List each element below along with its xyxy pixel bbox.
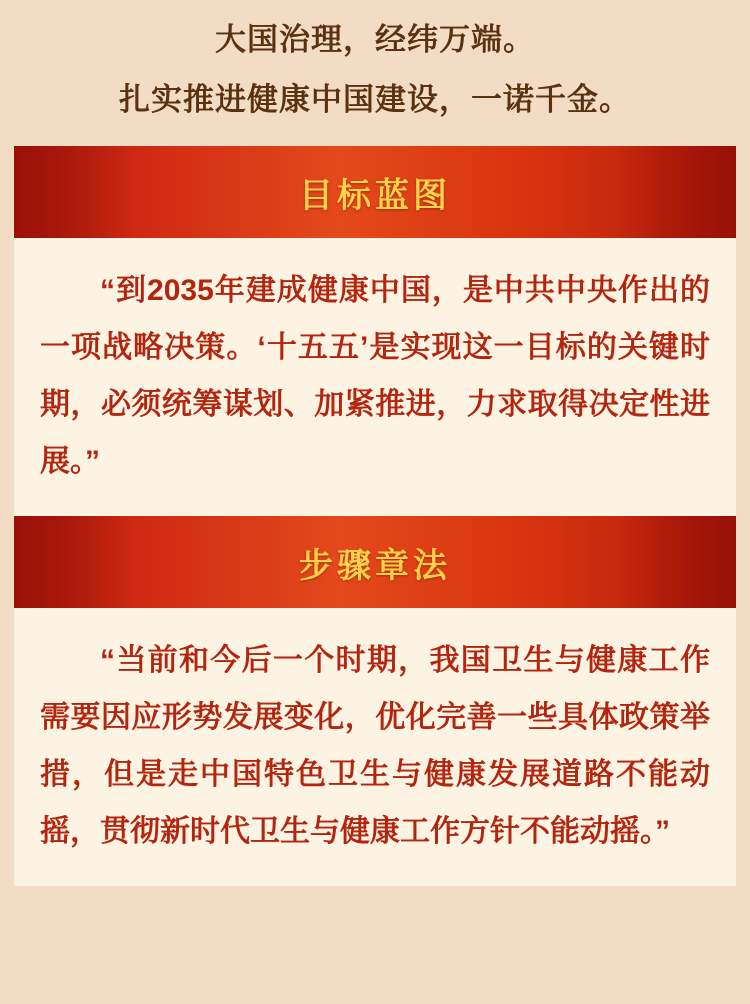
bottom-strip	[0, 982, 750, 1004]
section-header-band-2	[14, 516, 736, 608]
section-body-text-2: “当前和今后一个时期，我国卫生与健康工作需要因应形势发展变化，优化完善一些具体政策举措，但是走中国特色卫生与健康发展道路不能动摇，贯彻新时代卫生与健康工作方针不能动摇。”	[40, 644, 710, 848]
section-header-band-1	[14, 146, 736, 238]
intro-line-2: 扎实推进健康中国建设，一诺千金。	[119, 82, 631, 117]
section-title-2: 步骤章法	[299, 546, 451, 585]
section-body-card-2	[14, 608, 736, 886]
section-body-card-1	[14, 238, 736, 516]
section-body-text-1: “到2035年建成健康中国，是中共中央作出的一项战略决策。‘十五五’是实现这一目标的关键时期，必须统筹谋划、加紧推进，力求取得决定性进展。”	[40, 274, 710, 478]
intro-block	[0, 0, 750, 146]
section-goal-blueprint	[14, 146, 736, 516]
section-steps-method	[14, 516, 736, 886]
section-title-1: 目标蓝图	[299, 176, 451, 215]
intro-line-1: 大国治理，经纬万端。	[215, 22, 535, 57]
